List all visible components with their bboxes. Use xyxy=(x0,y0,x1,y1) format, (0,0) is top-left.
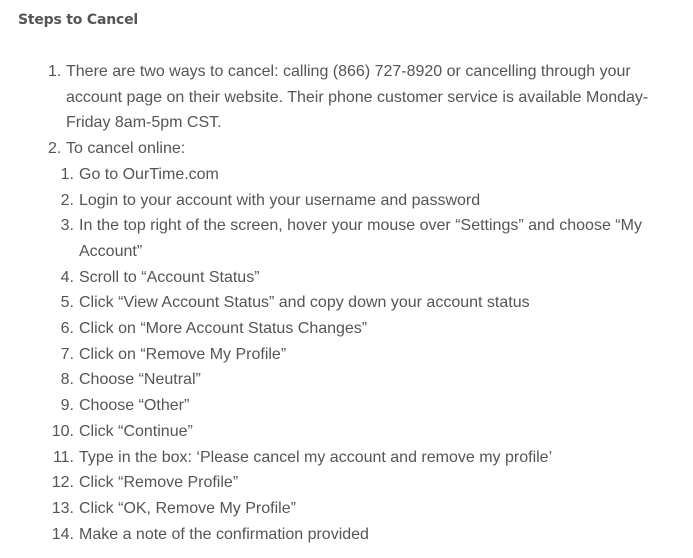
substep-text: Login to your account with your username and password xyxy=(79,191,481,209)
substep-item xyxy=(0,290,693,316)
substep-text: Click on “More Account Status Changes” xyxy=(79,320,368,338)
substep-text: Click “Remove Profile” xyxy=(79,474,239,492)
substep-number: 9. xyxy=(60,397,74,415)
substep-item xyxy=(0,188,693,214)
substep-text: Go to OurTime.com xyxy=(79,165,219,183)
steps-list xyxy=(0,59,693,547)
substep-item xyxy=(0,496,693,522)
substep-item xyxy=(0,522,693,548)
substep-text: Scroll to “Account Status” xyxy=(79,268,260,286)
step-item xyxy=(0,59,693,136)
online-substeps-list xyxy=(0,162,693,548)
substep-item xyxy=(0,393,693,419)
substep-text: Click “View Account Status” and copy down your account status xyxy=(79,294,530,312)
substep-text: Choose “Neutral” xyxy=(79,371,201,389)
substep-number: 1. xyxy=(60,165,74,183)
substep-item xyxy=(0,316,693,342)
substep-item xyxy=(0,419,693,445)
step-number: 2. xyxy=(48,140,62,158)
substep-number: 8. xyxy=(60,371,74,389)
substep-text: Make a note of the confirmation provided xyxy=(79,525,369,543)
substep-text: Choose “Other” xyxy=(79,397,190,415)
substep-number: 14. xyxy=(51,525,74,543)
substep-number: 2. xyxy=(60,191,74,209)
substep-text: Click “OK, Remove My Profile” xyxy=(79,499,296,517)
substep-number: 10. xyxy=(51,422,74,440)
substep-number: 5. xyxy=(60,294,74,312)
substep-number: 12. xyxy=(51,474,74,492)
substep-item xyxy=(0,162,693,188)
step-text: To cancel online: xyxy=(66,140,186,158)
section-heading: Steps to Cancel xyxy=(18,12,138,28)
substep-number: 11. xyxy=(52,448,74,466)
substep-item xyxy=(0,470,693,496)
substep-text: In the top right of the screen, hover your mouse over “Settings” and choose “My Account” xyxy=(79,217,642,260)
substep-number: 6. xyxy=(60,320,74,338)
substep-text: Click “Continue” xyxy=(79,422,193,440)
step-number: 1. xyxy=(48,63,62,80)
step-item xyxy=(0,136,693,547)
substep-item xyxy=(0,367,693,393)
substep-number: 3. xyxy=(60,217,74,235)
step-text: There are two ways to cancel: calling (866) 727-8920 or cancelling through your account page on their website. Their phone customer service is available Monday-Friday 8am-5pm CST. xyxy=(66,63,649,132)
substep-text: Click on “Remove My Profile” xyxy=(79,345,287,363)
substep-number: 4. xyxy=(60,268,74,286)
substep-number: 13. xyxy=(51,499,74,517)
substep-text: Type in the box: ‘Please cancel my account and remove my profile’ xyxy=(79,448,553,466)
substep-item xyxy=(0,445,693,471)
substep-item xyxy=(0,265,693,291)
substep-item xyxy=(0,213,693,264)
substep-number: 7. xyxy=(60,345,74,363)
substep-item xyxy=(0,342,693,368)
